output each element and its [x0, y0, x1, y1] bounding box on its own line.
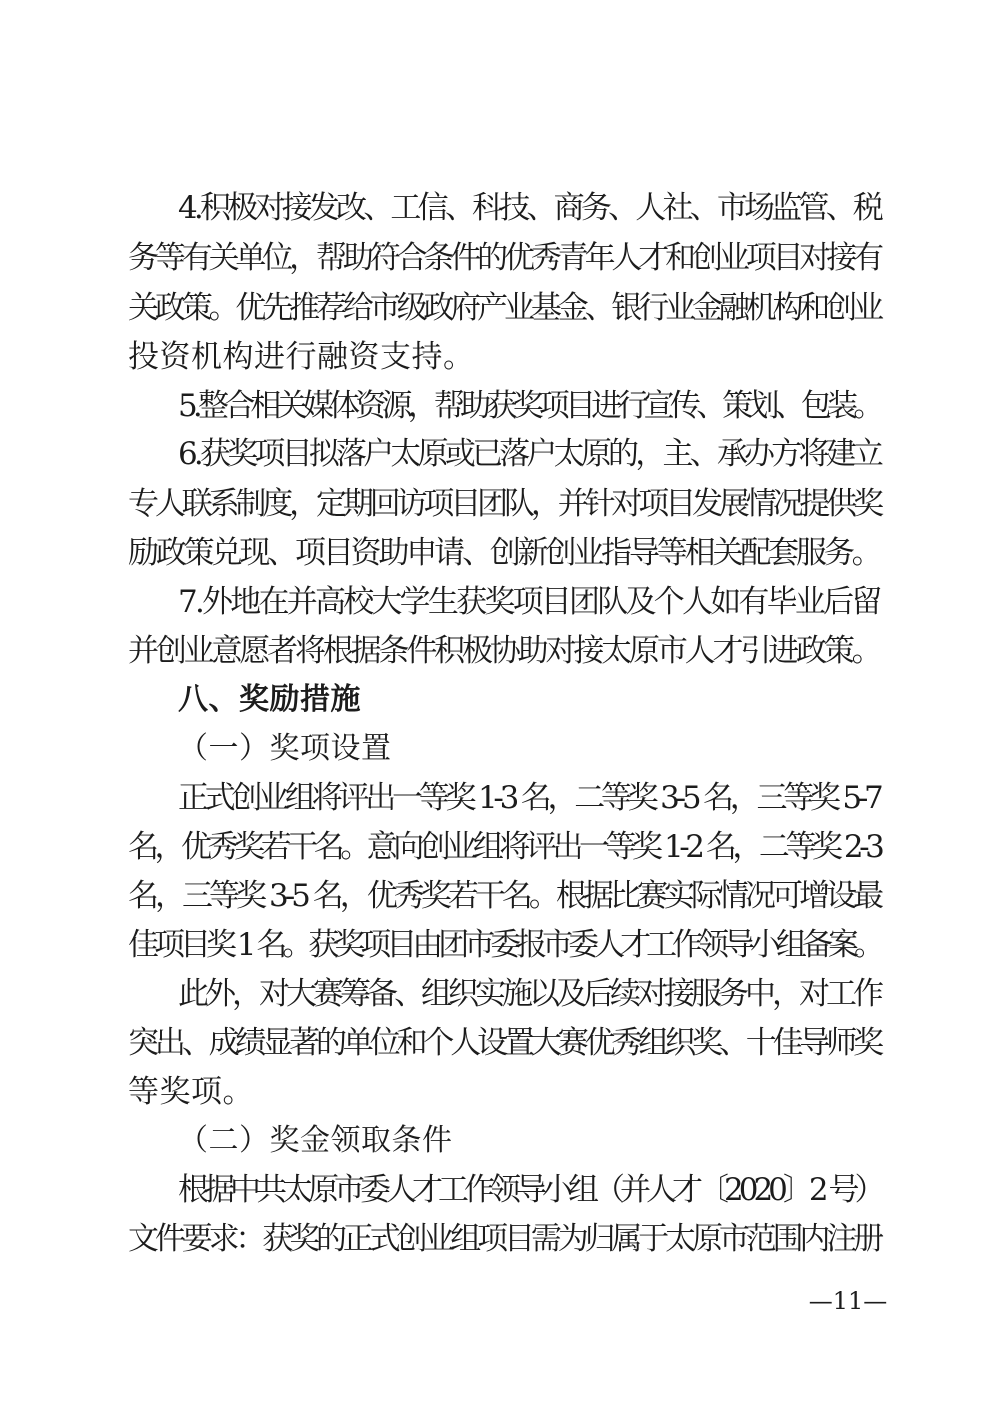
awards-paragraph-line-1: 正式创业组将评出一等奖 1-3 名，二等奖 3-5 名，三等奖 5-7	[178, 780, 880, 816]
page-number: —11—	[808, 1287, 888, 1315]
extra-awards-line-2: 突出、成绩显著的单位和个人设置大赛优秀组织奖、十佳导师奖	[128, 1025, 880, 1061]
conditions-paragraph-line-1: 根据中共太原市委人才工作领导小组（并人才〔2020〕2 号）	[178, 1172, 881, 1208]
section-heading-rewards: 八、奖励措施	[178, 682, 361, 717]
paragraph-4-line-3: 关政策。优先推荐给市级政府产业基金、银行业金融机构和创业	[128, 290, 880, 326]
conditions-paragraph-line-2: 文件要求：获奖的正式创业组项目需为归属于太原市范围内注册	[128, 1221, 880, 1257]
paragraph-7-line-2: 并创业意愿者将根据条件积极协助对接太原市人才引进政策。	[128, 633, 880, 669]
paragraph-5-line-1: 5.整合相关媒体资源，帮助获奖项目进行宣传、策划、包装。	[178, 388, 880, 424]
paragraph-4-line-2: 务等有关单位，帮助符合条件的优秀青年人才和创业项目对接有	[128, 240, 880, 276]
subsection-heading-prize-conditions: （二）奖金领取条件	[178, 1123, 453, 1158]
paragraph-4-line-1: 4.积极对接发改、工信、科技、商务、人社、市场监管、税	[178, 190, 881, 226]
paragraph-6-line-2: 专人联系制度，定期回访项目团队，并针对项目发展情况提供奖	[128, 486, 880, 522]
subsection-heading-award-setup: （一）奖项设置	[178, 731, 392, 766]
awards-paragraph-line-3: 名，三等奖 3-5 名，优秀奖若干名。根据比赛实际情况可增设最	[128, 878, 881, 914]
paragraph-6-line-1: 6.获奖项目拟落户太原或已落户太原的，主、承办方将建立	[178, 436, 881, 472]
awards-paragraph-line-2: 名，优秀奖若干名。意向创业组将评出一等奖 1-2 名，二等奖 2-3	[128, 829, 881, 865]
extra-awards-line-1: 此外，对大赛筹备、组织实施以及后续对接服务中，对工作	[178, 976, 880, 1012]
paragraph-6-line-3: 励政策兑现、项目资助申请、创新创业指导等相关配套服务。	[128, 535, 880, 571]
extra-awards-line-3: 等奖项。	[128, 1074, 254, 1110]
paragraph-7-line-1: 7.外地在并高校大学生获奖项目团队及个人如有毕业后留	[178, 584, 880, 620]
awards-paragraph-line-4: 佳项目奖 1 名。获奖项目由团市委报市委人才工作领导小组备案。	[128, 927, 880, 963]
paragraph-4-line-4: 投资机构进行融资支持。	[128, 339, 475, 375]
